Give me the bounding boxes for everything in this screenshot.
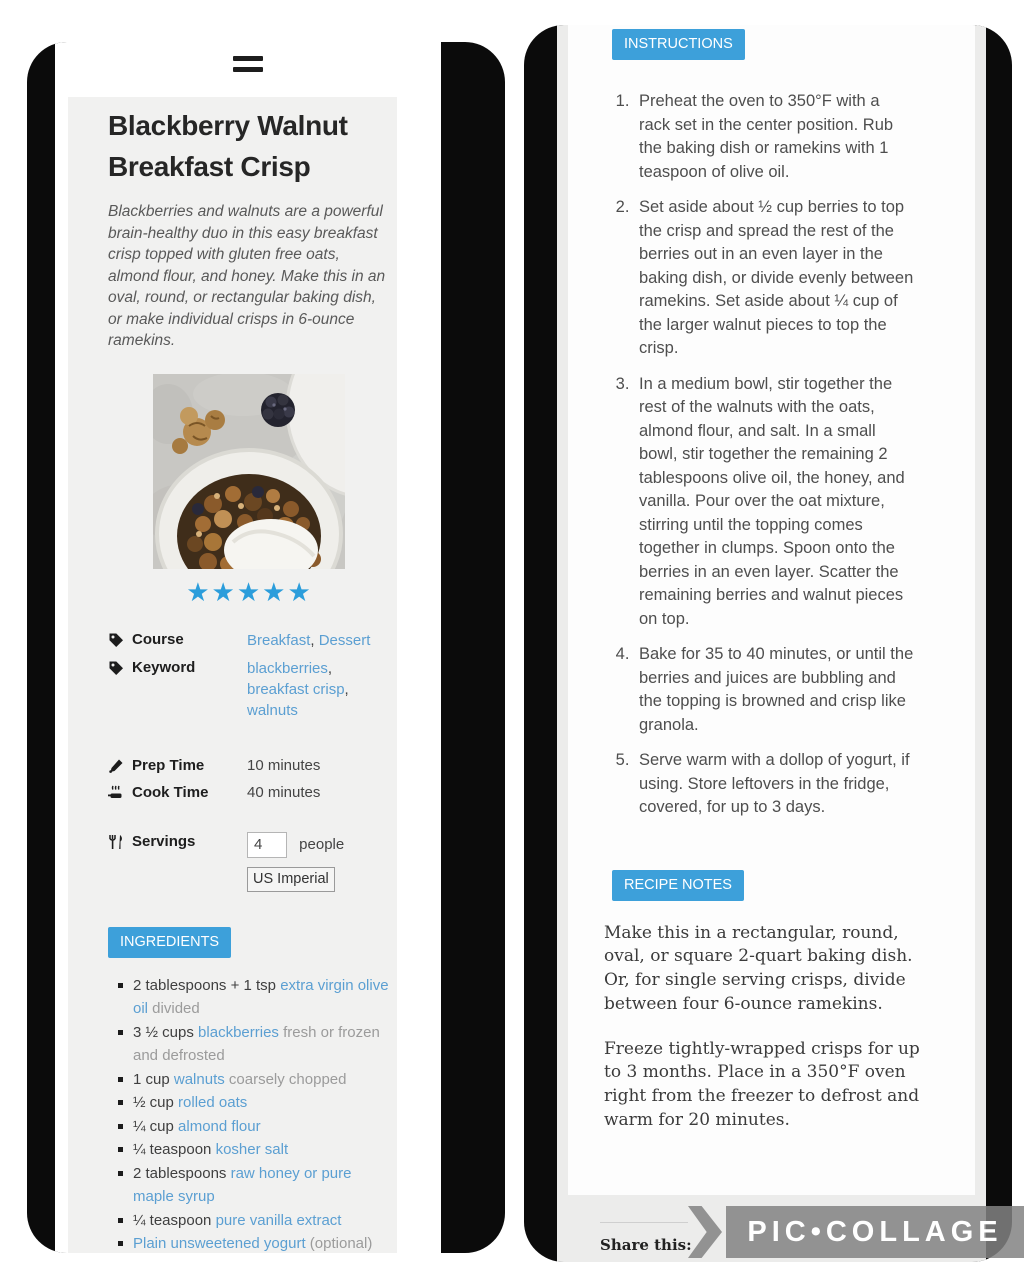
course-label: Course	[132, 630, 184, 648]
ingredients-list	[108, 974, 389, 1254]
cook-time-label: Cook Time	[132, 783, 209, 801]
ingredient-item: 1 cup walnuts coarsely chopped	[118, 1068, 389, 1092]
recipe-note: Make this in a rectangular, round, oval, or square 2-quart baking dish. Or, for single serving crisps, divide between four 6-ounce ramekins.	[604, 922, 913, 1014]
phone-screenshot-right	[524, 25, 1012, 1262]
ingredient-link[interactable]: almond flour	[178, 1117, 261, 1135]
ingredient-link[interactable]: Plain unsweetened yogurt	[133, 1235, 306, 1252]
star-icon: ★	[262, 576, 286, 607]
ingredient-link[interactable]: extra virgin olive oil	[133, 976, 389, 1017]
keyword-link[interactable]: walnuts	[247, 701, 298, 719]
instructions-list	[604, 90, 939, 820]
servings-unit: people	[299, 836, 345, 853]
recipe-photo	[153, 374, 345, 569]
ingredient-item: ½ cup rolled oats	[118, 1091, 389, 1115]
ingredients-header: INGREDIENTS	[108, 927, 231, 958]
prep-time-value: 10 minutes	[247, 756, 321, 774]
instructions-header: INSTRUCTIONS	[612, 29, 745, 60]
unit-system-toggle[interactable]: US Imperial	[247, 867, 335, 892]
star-icon: ★	[211, 576, 235, 607]
recipe-notes-header: RECIPE NOTES	[612, 870, 744, 901]
instruction-step: 4. Bake for 35 to 40 minutes, or until the berries and juices are bubbling and the topping is browned and crisp like granola.	[634, 643, 915, 737]
course-link[interactable]: Dessert	[318, 631, 371, 649]
meta-row-servings	[108, 832, 389, 892]
recipe-description: Blackberries and walnuts are a powerful brain-healthy duo in this easy breakfast crisp topped with gluten free oats, almond flour, and honey. Make this in an oval, round, or rectangular baking dish, or make individual crisps in 6-ounce ramekins.	[108, 203, 386, 349]
keyword-label: Keyword	[132, 658, 196, 676]
steaming-pan-icon	[108, 785, 124, 801]
recipe-note: Freeze tightly-wrapped crisps for up to 3 months. Place in a 350°F oven right from the freezer to defrost and warm for 20 minutes.	[604, 1038, 920, 1131]
instruction-step: 5. Serve warm with a dollop of yogurt, if using. Store leftovers in the fridge, covered, for up to 3 days.	[634, 749, 915, 820]
meta-row-prep-time	[108, 756, 389, 776]
recipe-photo-illustration	[153, 374, 345, 569]
keyword-link[interactable]: blackberries	[247, 659, 328, 677]
meta-row-keyword: Keyword blackberries, breakfast crisp, walnuts	[108, 658, 389, 721]
star-icon: ★	[236, 576, 261, 607]
meta-row-course: Course Breakfast, Dessert	[108, 630, 389, 651]
ingredient-item: 3 ½ cups blackberries fresh or frozen and defrosted	[118, 1021, 389, 1068]
servings-input[interactable]	[247, 832, 287, 858]
recipe-page-continued	[557, 25, 986, 1262]
ingredient-item: 2 tablespoons raw honey or pure maple syrup	[118, 1162, 389, 1209]
phone-screenshot-left	[27, 42, 505, 1253]
instructions-card	[568, 25, 975, 1195]
star-rating[interactable]	[108, 578, 389, 606]
ingredient-link[interactable]: rolled oats	[178, 1094, 248, 1111]
fork-knife-icon	[108, 834, 124, 850]
ingredient-item: ¼ teaspoon pure vanilla extract	[118, 1209, 389, 1233]
star-icon: ★	[287, 576, 311, 607]
page-title: Blackberry Walnut Breakfast Crisp	[108, 110, 348, 182]
cook-time-value: 40 minutes	[247, 783, 321, 801]
ingredient-link[interactable]: walnuts	[173, 1070, 225, 1088]
instruction-step: 3. In a medium bowl, stir together the rest of the walnuts with the oats, almond flour, and salt. In a small bowl, stir together the remaining 2 tablespoons olive oil, the honey, and vanilla. Pour over the oat mixture, stirring until the topping comes together in clumps. Spoon onto the berries in an even layer. Scatter the remaining berries and walnut pieces on top.	[634, 373, 915, 632]
meta-row-cook-time	[108, 783, 389, 803]
ingredient-link[interactable]: raw honey or pure maple syrup	[133, 1164, 352, 1205]
prep-time-label: Prep Time	[132, 756, 205, 774]
knife-icon	[108, 758, 124, 774]
recipe-page	[55, 42, 441, 1253]
share-section	[600, 1222, 692, 1254]
share-this-label: Share this:	[600, 1236, 692, 1254]
ingredient-item: Plain unsweetened yogurt (optional)	[118, 1232, 389, 1253]
instruction-step: 2. Set aside about ½ cup berries to top the crisp and spread the rest of the berries out in an even layer in the baking dish, or divide evenly between ramekins. Set aside about ¼ cup of the larger walnut pieces to top the crisp.	[634, 196, 915, 361]
ingredient-item: ¼ teaspoon kosher salt	[118, 1138, 389, 1162]
divider	[600, 1222, 688, 1223]
ingredient-link[interactable]: kosher salt	[215, 1141, 289, 1158]
ingredient-item: 2 tablespoons + 1 tsp extra virgin olive oil divided	[118, 974, 389, 1021]
watermark-badge: PIC•COLLAGE	[726, 1206, 1024, 1258]
instruction-step: 1. Preheat the oven to 350°F with a rack set in the center position. Rub the baking dish or ramekins with 1 teaspoon of olive oil.	[634, 90, 915, 184]
tag-icon	[108, 632, 124, 648]
keyword-link[interactable]: breakfast crisp	[247, 680, 345, 698]
tag-icon	[108, 660, 124, 676]
hamburger-menu-icon[interactable]	[233, 50, 263, 78]
servings-label: Servings	[132, 832, 196, 850]
course-link[interactable]: Breakfast	[247, 631, 311, 649]
ingredient-link[interactable]: pure vanilla extract	[215, 1211, 342, 1229]
ingredient-link[interactable]: blackberries	[198, 1023, 279, 1041]
star-icon: ★	[186, 576, 210, 607]
recipe-card	[68, 97, 397, 1253]
ingredient-item: ¼ cup almond flour	[118, 1115, 389, 1139]
